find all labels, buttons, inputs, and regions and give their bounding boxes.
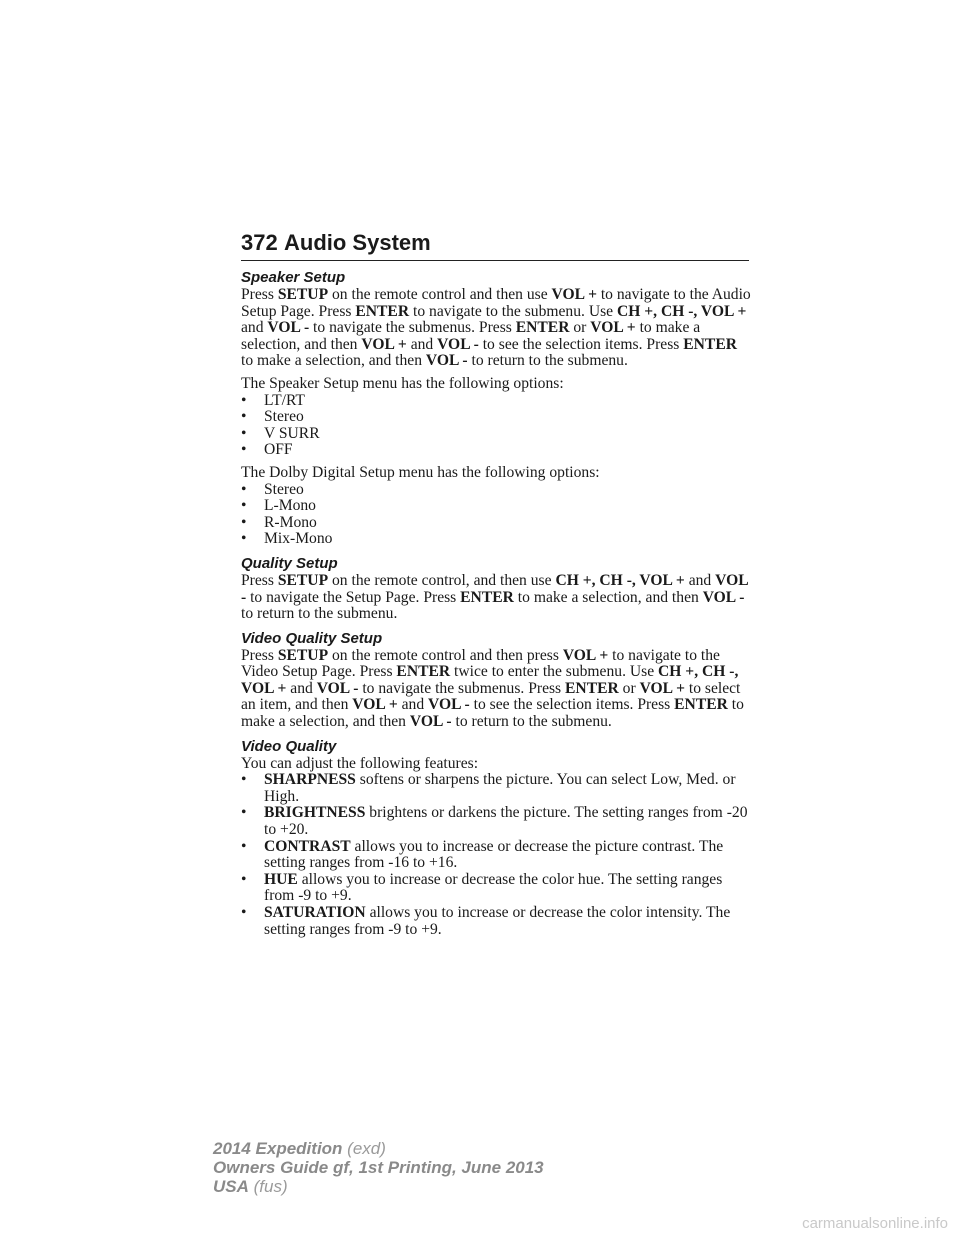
list-item: • BRIGHTNESS brightens or darkens the picture. The setting ranges from -20 to +20. <box>241 805 751 838</box>
dolby-menu-options <box>241 482 751 548</box>
speaker-setup-paragraph: Press SETUP on the remote control and then use VOL + to navigate to the Audio Setup Page. Press ENTER to navigate to the submenu. Use CH +, CH -, VOL + and VOL - to navigate the submenus. Press ENTER or VOL + to make a selection, and then VOL + and VOL - to see the selection items. Press ENTER to make a selection, and then VOL - to return to the submenu. <box>241 286 751 370</box>
speaker-menu-options <box>241 393 751 459</box>
speaker-menu-intro: The Speaker Setup menu has the following options: <box>241 374 564 392</box>
list-item: • OFF <box>241 442 751 459</box>
page-number: 372 <box>241 230 278 255</box>
dolby-menu-intro: The Dolby Digital Setup menu has the following options: <box>241 463 600 481</box>
chapter-title: Audio System <box>284 230 431 255</box>
video-quality-features <box>241 772 751 938</box>
list-item: • HUE allows you to increase or decrease the color hue. The setting ranges from -9 to +9. <box>241 872 751 905</box>
footer-line-2: Owners Guide gf, 1st Printing, June 2013 <box>213 1158 544 1177</box>
section-heading-video-quality: Video Quality <box>241 737 337 755</box>
list-item: • SATURATION allows you to increase or decrease the color intensity. The setting ranges from -9 to +9. <box>241 905 751 938</box>
list-item: • Mix-Mono <box>241 531 751 548</box>
footer-line-3: USA (fus) <box>213 1177 288 1196</box>
section-heading-speaker-setup: Speaker Setup <box>241 269 346 286</box>
quality-setup-paragraph: Press SETUP on the remote control, and then use CH +, CH -, VOL + and VOL - to navigate the Setup Page. Press ENTER to make a selection, and then VOL - to return to the submenu. <box>241 571 748 623</box>
list-item: • Stereo <box>241 409 751 426</box>
video-quality-intro: You can adjust the following features: <box>241 754 479 772</box>
list-item: • L-Mono <box>241 498 751 515</box>
page-content <box>241 268 751 938</box>
list-item: • SHARPNESS softens or sharpens the picture. You can select Low, Med. or High. <box>241 772 751 805</box>
section-heading-quality-setup: Quality Setup <box>241 554 338 572</box>
video-quality-setup-paragraph: Press SETUP on the remote control and then press VOL + to navigate to the Video Setup Page. Press ENTER twice to enter the submenu. Use CH +, CH -, VOL + and VOL - to navigate the submenus. Press ENTER or VOL + to select an item, and then VOL + and VOL - to see the selection items. Press ENTER to make a selection, and then VOL - to return to the submenu. <box>241 646 744 731</box>
list-item: • V SURR <box>241 426 751 443</box>
page-footer <box>213 1139 544 1196</box>
footer-line-1: 2014 Expedition (exd) <box>213 1139 386 1158</box>
list-item: • CONTRAST allows you to increase or decrease the picture contrast. The setting ranges from -16 to +16. <box>241 839 751 872</box>
page-header <box>241 230 749 261</box>
list-item: • LT/RT <box>241 393 751 410</box>
watermark: carmanualsonline.info <box>802 1215 948 1232</box>
list-item: • R-Mono <box>241 515 751 532</box>
section-heading-video-quality-setup: Video Quality Setup <box>241 629 383 647</box>
list-item: • Stereo <box>241 482 751 499</box>
